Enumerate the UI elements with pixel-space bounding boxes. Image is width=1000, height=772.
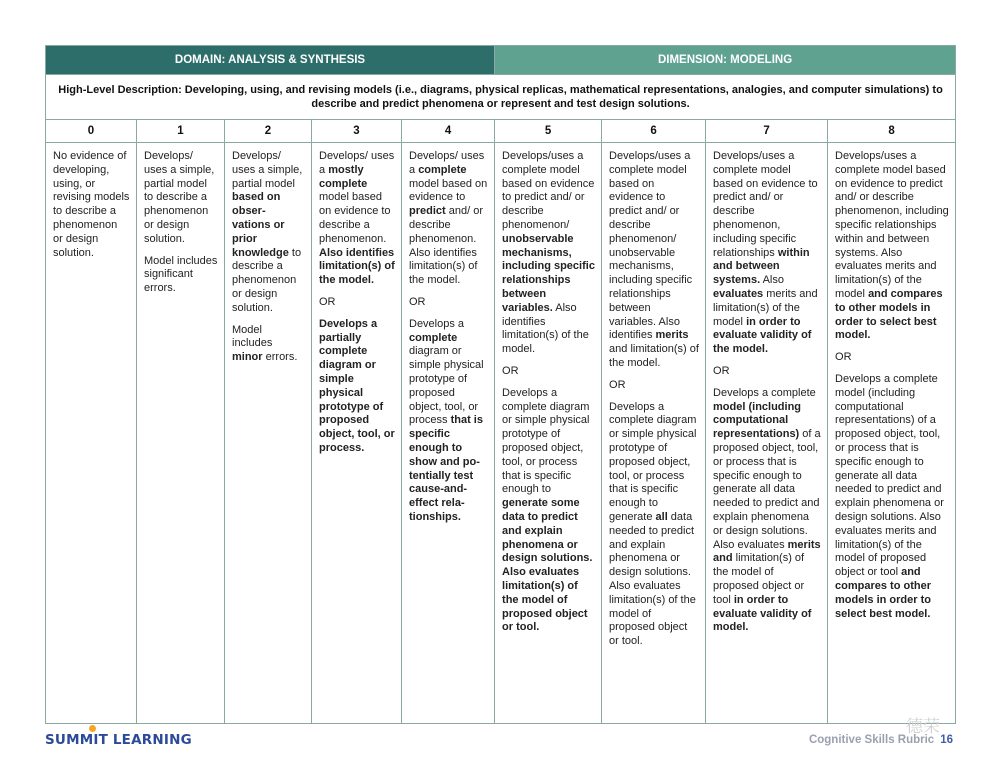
criteria-cell-0 bbox=[46, 143, 137, 724]
criteria-paragraph: Develops a complete diagram or simple physical prototype of proposed object, tool, or process that is specific enough to show and po- tentially test cause-and- effect rela- tionships. bbox=[409, 317, 484, 523]
criteria-cell-2 bbox=[225, 143, 312, 724]
or-separator: OR bbox=[502, 364, 519, 377]
criteria-paragraph: No evidence of developing, using, or revising models to describe a phenomenon or design solution. bbox=[53, 150, 130, 259]
page-footer bbox=[809, 734, 953, 746]
criteria-row bbox=[46, 143, 956, 724]
footer-title: Cognitive Skills Rubric bbox=[808, 734, 935, 746]
logo-text: SUMMIT LEARNING bbox=[45, 732, 192, 748]
dimension-header: DIMENSION: MODELING bbox=[495, 46, 956, 75]
criteria-cell-4 bbox=[402, 143, 495, 724]
criteria-paragraph: Develops a partially complete diagram or simple physical prototype of proposed object, tool, or process. bbox=[319, 317, 395, 454]
criteria-paragraph: Model includes significant errors. bbox=[144, 254, 218, 295]
criteria-paragraph: Develops a complete model (including computational representations) of a proposed object, tool, or process that is specific enough to generate all data needed to predict and explain phenomena or design solutions. Also evaluates merits and limitation(s) of the model of proposed object or tool and compares to other models in order to select best model. bbox=[835, 372, 944, 620]
criteria-cell-8 bbox=[828, 143, 956, 724]
criteria-cell-5 bbox=[495, 143, 602, 724]
criteria-paragraph: Develops/ uses a simple, partial model to describe a phenomenon or design solution. bbox=[144, 150, 215, 245]
criteria-paragraph: Develops a complete diagram or simple physical prototype of proposed object, tool, or process that is specific enough to generate all data needed to predict and explain phenomena or design solutions. Also evaluates limitation(s) of the model of proposed object or tool. bbox=[609, 400, 697, 648]
criteria-paragraph: Develops a complete model (including computational representations) of a proposed object, tool, or process that is specific enough to generate all data needed to predict and explain phenomena or design solutions. Also evaluates merits and limitation(s) of the model of proposed object or tool in order to evaluate validity of model. bbox=[713, 386, 821, 634]
or-separator: OR bbox=[409, 295, 426, 308]
criteria-paragraph: Develops/uses a complete model based on evidence to predict and/ or describe phenomenon/ unobservable mechanisms, including specific relationships between variables. Also identifies merits and limitation(s) of the model. bbox=[609, 150, 699, 369]
or-separator: OR bbox=[319, 295, 336, 308]
level-5: 5 bbox=[495, 120, 602, 143]
page-number: 16 bbox=[940, 734, 953, 746]
logo-dot-icon bbox=[89, 725, 96, 732]
level-2: 2 bbox=[225, 120, 312, 143]
level-1: 1 bbox=[137, 120, 225, 143]
or-separator: OR bbox=[835, 351, 852, 364]
level-6: 6 bbox=[602, 120, 706, 143]
summit-learning-logo bbox=[45, 732, 192, 748]
or-separator: OR bbox=[609, 378, 626, 391]
criteria-cell-3 bbox=[312, 143, 402, 724]
criteria-paragraph: Develops/uses a complete model based on evidence to predict and/ or describe phenomenon, including specific relationships within and between systems. Also evaluates merits and limitation(s) of the model and compares to other models in order to select best model. bbox=[835, 150, 949, 342]
header-row bbox=[46, 46, 956, 75]
criteria-cell-6 bbox=[602, 143, 706, 724]
or-separator: OR bbox=[713, 364, 730, 377]
level-4: 4 bbox=[402, 120, 495, 143]
watermark: 德荣 bbox=[906, 717, 940, 736]
criteria-paragraph: Model includes minor errors. bbox=[232, 323, 298, 364]
level-8: 8 bbox=[828, 120, 956, 143]
level-3: 3 bbox=[312, 120, 402, 143]
criteria-paragraph: Develops/ uses a mostly complete model based on evidence to describe a phenomenon. Also identifies limitation(s) of the model. bbox=[319, 150, 395, 287]
criteria-paragraph: Develops/uses a complete model based on evidence to predict and/ or describe phenomenon, including specific relationships within and between systems. Also evaluates merits and limitation(s) of the model in order to evaluate validity of the model. bbox=[713, 150, 818, 356]
level-7: 7 bbox=[706, 120, 828, 143]
level-row bbox=[46, 120, 956, 143]
high-level-description: High-Level Description: Developing, using, and revising models (i.e., diagrams, physical replicas, mathematical representations, analogies, and computer simulations) to describe and predict phenomena or represent and test design solutions. bbox=[46, 75, 956, 120]
level-0: 0 bbox=[46, 120, 137, 143]
criteria-paragraph: Develops/ uses a complete model based on evidence to predict and/ or describe phenomenon. Also identifies limitation(s) of the model. bbox=[409, 150, 488, 287]
criteria-cell-1 bbox=[137, 143, 225, 724]
criteria-paragraph: Develops a complete diagram or simple physical prototype of proposed object, tool, or process that is specific enough to generate some data to predict and explain phenomena or design solutions. Also evaluates limitation(s) of the model of proposed object or tool. bbox=[502, 386, 593, 634]
criteria-cell-7 bbox=[706, 143, 828, 724]
domain-header: DOMAIN: ANALYSIS & SYNTHESIS bbox=[46, 46, 495, 75]
description-row bbox=[46, 75, 956, 120]
rubric-table bbox=[45, 45, 956, 724]
criteria-paragraph: Develops/ uses a simple, partial model based on obser- vations or prior knowledge to describe a phenomenon or design solution. bbox=[232, 150, 303, 314]
criteria-paragraph: Develops/uses a complete model based on evidence to predict and/ or describe phenomenon/ unobservable mechanisms, including specific relationships between variables. Also identifies limitation(s) of the model. bbox=[502, 150, 595, 356]
